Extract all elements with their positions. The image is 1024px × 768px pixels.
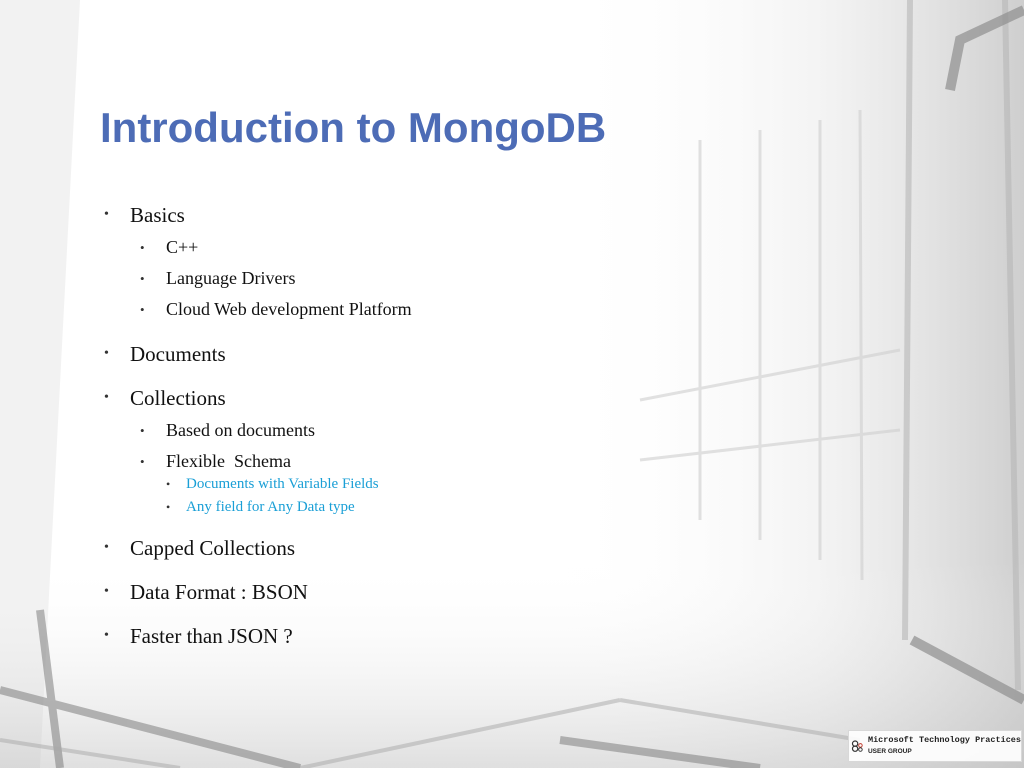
sub-bullet-item [140,263,624,294]
sub-bullet-text: Cloud Web development Platform [166,299,412,319]
bullet-dot-icon: • [140,240,145,255]
bullet-dot-icon: • [104,584,109,599]
bullet-text: Basics [130,203,185,227]
sub-sub-bullet-list [166,473,624,519]
bullet-item [104,533,624,563]
logo-subtitle: USER GROUP [867,748,912,755]
bullet-dot-icon: • [104,628,109,643]
bullet-item [104,577,624,607]
bullet-dot-icon: • [166,500,171,514]
bullet-dot-icon: • [140,423,145,438]
bullet-dot-icon: • [166,477,171,491]
bullet-dot-icon: • [140,271,145,286]
bullet-dot-icon: • [140,302,145,317]
sub-bullet-item [140,294,624,325]
sub-sub-bullet-item [166,496,624,519]
logo-text [868,735,1021,757]
sub-bullet-item [140,232,624,263]
bullet-text: Faster than JSON ? [130,624,293,648]
sub-bullet-item [140,415,624,446]
mtp-user-group-logo [848,730,1022,762]
bullet-item [104,339,624,369]
slide-title: Introduction to MongoDB [100,104,607,151]
bullet-item [104,200,624,325]
sub-bullet-text: Language Drivers [166,268,296,288]
bullet-text: Data Format : BSON [130,580,308,604]
bullet-dot-icon: • [104,390,109,405]
user-group-logo-icon [851,735,864,757]
sub-sub-bullet-text: Any field for Any Data type [186,499,355,515]
bullet-dot-icon: • [104,346,109,361]
sub-bullet-text: Flexible Schema [166,451,291,471]
sub-sub-bullet-item [166,473,624,496]
logo-org-name: Microsoft Technology Practices [867,735,1021,745]
bullet-dot-icon: • [104,207,109,222]
sub-bullet-item [140,446,624,519]
bullet-item [104,621,624,651]
sub-sub-bullet-text: Documents with Variable Fields [186,476,379,492]
bullet-list [104,200,624,665]
bullet-text: Capped Collections [130,536,296,560]
bullet-text: Documents [130,342,226,366]
sub-bullet-list [140,232,624,325]
sub-bullet-text: Based on documents [166,420,315,440]
sub-bullet-text: C++ [166,237,199,257]
bullet-dot-icon: • [140,454,145,469]
sub-bullet-list [140,415,624,519]
bullet-dot-icon: • [104,540,109,555]
bullet-item [104,383,624,519]
bullet-text: Collections [130,386,226,410]
